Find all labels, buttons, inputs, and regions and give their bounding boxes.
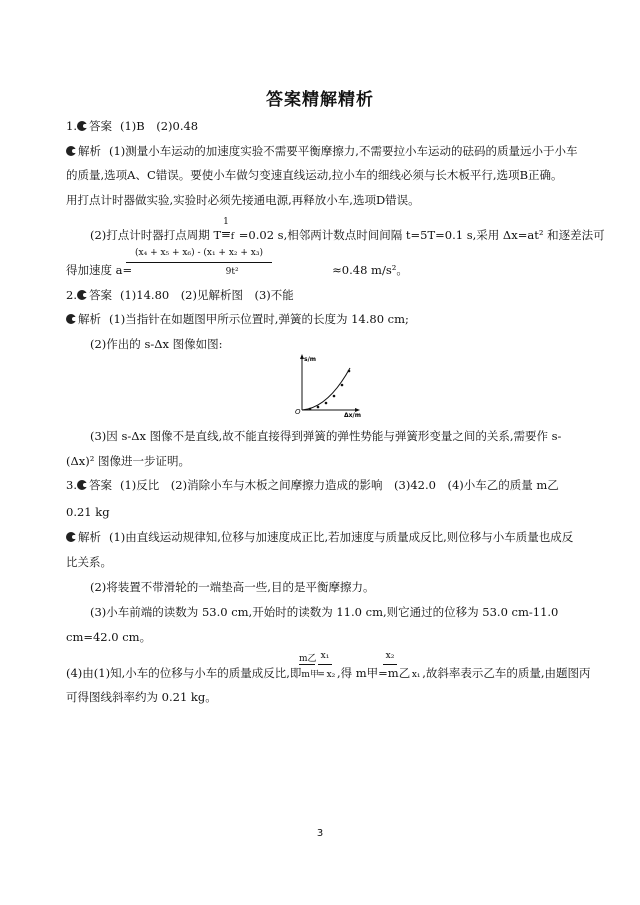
page-title: 答案精解精析	[266, 90, 374, 110]
q2-analysis-line-1	[66, 312, 409, 326]
q3-analysis-line-3: (2)将装置不带滑轮的一端垫高一些,目的是平衡摩擦力。	[90, 580, 375, 594]
q2-analysis-line-4: (Δx)² 图像进一步证明。	[66, 454, 191, 468]
q2-answer-line	[66, 288, 294, 302]
q1-analysis-line-3: 用打点计时器做实验,实验时必须先接通电源,再释放小车,选项D错误。	[66, 193, 420, 207]
q3-answer-cont: 0.21 kg	[66, 505, 110, 519]
q3-answer-text: (1)反比 (2)消除小车与木板之间摩擦力造成的影响 (3)42.0 (4)小车乙的质量 m乙	[119, 478, 559, 492]
q3-frac2-bar	[318, 664, 332, 665]
q1-acc-denominator: 9t²	[225, 267, 239, 277]
answer-mark-icon	[77, 121, 87, 131]
q3-analysis-line-7: 可得图线斜率约为 0.21 kg。	[66, 690, 217, 704]
q3-analysis-line-6	[66, 666, 591, 682]
q2-analysis-tag: 解析	[78, 312, 101, 326]
q1-number: 1.	[66, 119, 77, 133]
answer-mark-icon	[77, 290, 87, 300]
q3-answer-line	[66, 478, 559, 492]
q1-answer-text: (1)B (2)0.48	[119, 119, 199, 133]
q3-frac3-bar	[383, 664, 397, 665]
graph-point	[341, 384, 344, 387]
q2-answer-tag: 答案	[88, 288, 112, 302]
q3-part4-pre: (4)由(1)知,小车的位移与小车的质量成反比,即	[66, 666, 302, 680]
q3-frac2-num: x₁	[320, 651, 330, 661]
graph-point	[348, 370, 351, 373]
analysis-mark-icon	[66, 314, 76, 324]
q1-part2-line	[90, 228, 605, 244]
q1-answer-tag: 答案	[88, 119, 112, 133]
q1-acc-line	[66, 263, 408, 279]
q1-analysis-line-2: 的质量,选项A、C错误。要使小车做匀变速直线运动,拉小车的细线必须与长木板平行,选项B正确。	[66, 168, 563, 182]
q2-analysis-text-1: (1)当指针在如题图甲所示位置时,弹簧的长度为 14.80 cm;	[109, 312, 409, 326]
q1-period-frac-num: 1	[223, 217, 229, 227]
q1-analysis-tag: 解析	[78, 144, 101, 158]
q3-frac1-bar	[299, 664, 315, 665]
q1-part2-post: =0.02 s,相邻两计数点时间间隔 t=5T=0.1 s,采用 Δx=at² 和逐差法可	[238, 228, 605, 242]
q3-frac-eq: =	[317, 670, 325, 680]
analysis-mark-icon	[66, 532, 76, 542]
q3-analysis-line-5: cm=42.0 cm。	[66, 630, 152, 644]
q3-part4-mid: ,得 m甲=m乙	[336, 666, 411, 680]
page-number: 3	[316, 828, 324, 839]
q3-analysis-tag: 解析	[78, 530, 101, 544]
q1-acc-numerator: (x₄ + x₅ + x₆) - (x₁ + x₂ + x₃)	[135, 248, 263, 258]
graph-point	[309, 408, 312, 411]
q3-frac3-den: x₁	[411, 670, 421, 680]
q3-number: 3.	[66, 478, 77, 492]
q3-part4-post: ,故斜率表示乙车的质量,由题图丙	[422, 666, 591, 680]
q3-frac1-num: m乙	[299, 654, 317, 664]
q3-analysis-text-1: (1)由直线运动规律知,位移与加速度成正比,若加速度与质量成反比,则位移与小车质量也成反	[109, 530, 574, 544]
q1-period-frac-den: f	[230, 232, 235, 242]
q2-analysis-line-2: (2)作出的 s-Δx 图像如图:	[90, 337, 223, 351]
q3-analysis-line-1	[66, 530, 573, 544]
q3-analysis-line-4: (3)小车前端的读数为 53.0 cm,开始时的读数为 11.0 cm,则它通过的位移为 53.0 cm-11.0	[90, 605, 559, 619]
analysis-mark-icon	[66, 146, 76, 156]
graph-point	[317, 406, 320, 409]
q2-number: 2.	[66, 288, 77, 302]
q1-analysis-text-1: (1)测量小车运动的加速度实验不需要平衡摩擦力,不需要拉小车运动的砝码的质量远小于小车	[109, 144, 578, 158]
q3-answer-tag: 答案	[88, 478, 112, 492]
graph-point	[325, 402, 328, 405]
graph-point	[333, 395, 336, 398]
q1-analysis-line-1	[66, 144, 577, 158]
q1-acc-pre: 得加速度 a=	[66, 263, 133, 277]
q2-analysis-line-3: (3)因 s-Δx 图像不是直线,故不能直接得到弹簧的弹性势能与弹簧形变量之间的关系,需要作 s-	[90, 429, 562, 443]
q3-frac1-den: m甲	[301, 670, 319, 680]
answer-mark-icon	[77, 480, 87, 490]
graph-origin-label: O	[295, 408, 301, 416]
q3-frac2-den: x₂	[326, 670, 336, 680]
q1-part2-pre: (2)打点计时器打点周期 T=	[90, 228, 231, 242]
q3-analysis-line-2: 比关系。	[66, 555, 112, 569]
q3-frac3-num: x₂	[385, 651, 395, 661]
graph-x-label: Δx/m	[344, 412, 361, 418]
q1-acc-result: ≈0.48 m/s²。	[332, 263, 408, 277]
s-dx-graph	[286, 352, 362, 418]
q2-answer-text: (1)14.80 (2)见解析图 (3)不能	[119, 288, 294, 302]
graph-y-label: s/m	[304, 356, 317, 363]
q1-answer-line	[66, 119, 198, 133]
